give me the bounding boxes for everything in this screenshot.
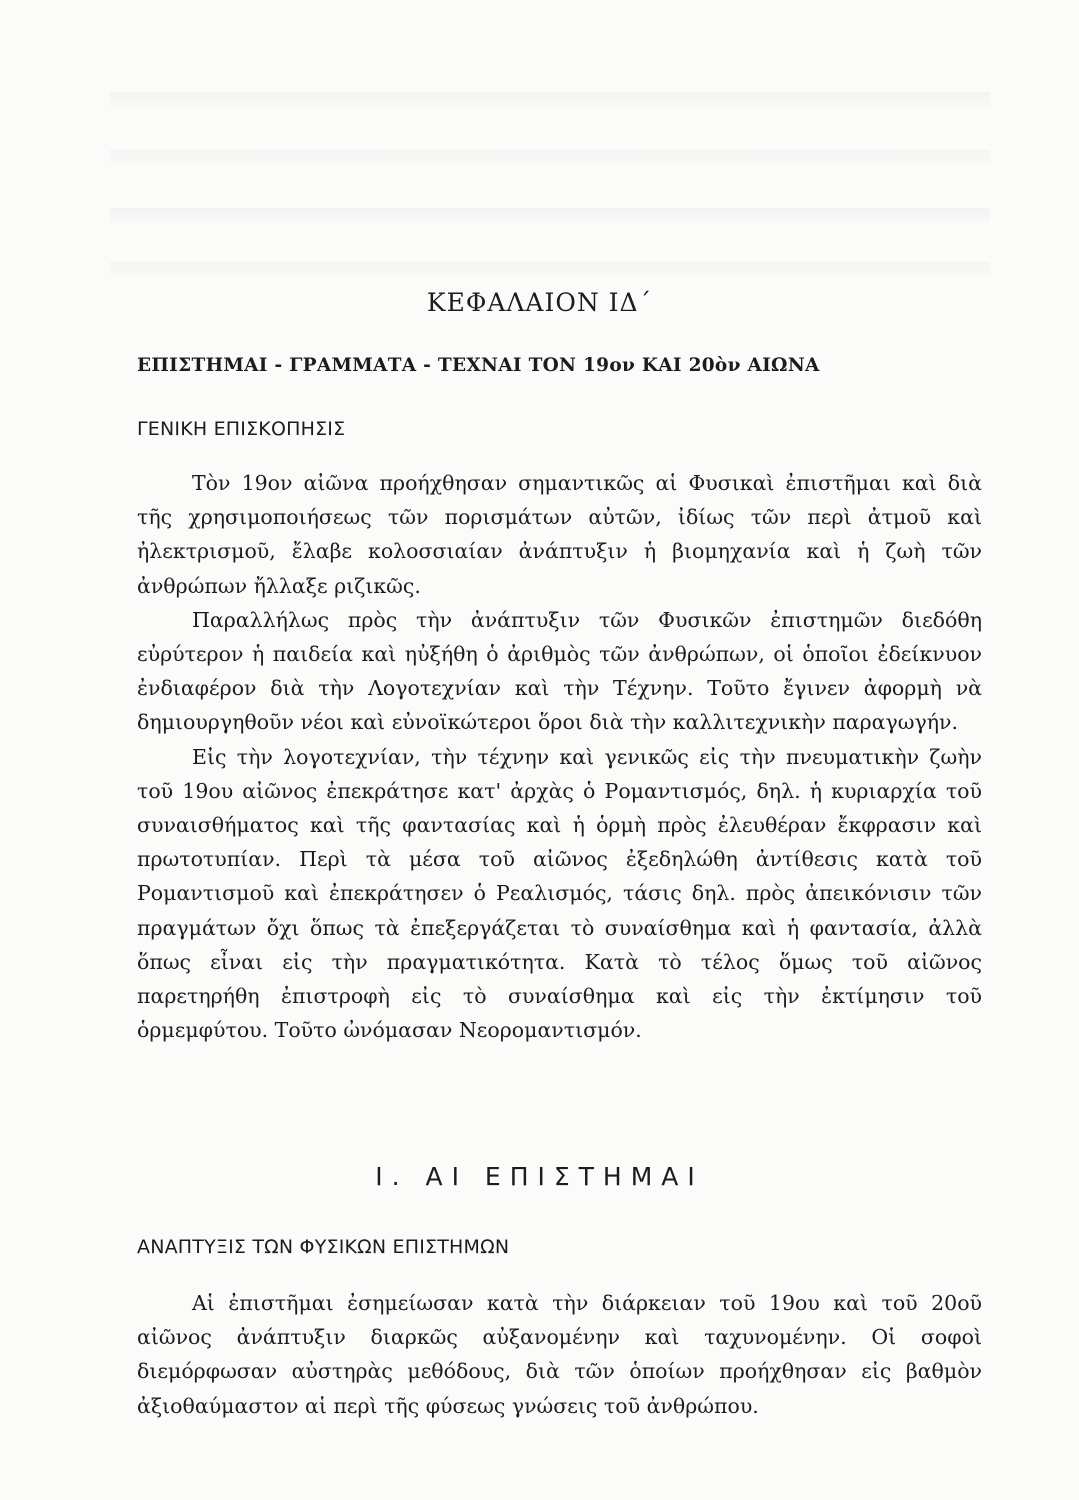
section-body (137, 1286, 982, 1423)
paragraph: Παραλλήλως πρὸς τὴν ἀνάπτυξιν τῶν Φυσικῶν ἐπιστημῶν διεδόθη εὐρύτερον ἡ παιδεία καὶ ηὐξήθη ὁ ἀριθμὸς τῶν ἀνθρώπων, οἱ ὁποῖοι ἐδείκνυον ἐνδιαφέρον διὰ τὴν Λογοτεχνίαν καὶ τὴν Τέχνην. Τοῦτο ἔγινεν ἀφορμὴ νὰ δημιουργηθοῦν νέοι καὶ εὐνοϊκώτεροι ὅροι διὰ τὴν καλλιτεχνικὴν παραγωγήν. (137, 607, 982, 735)
section-heading: Ι. ΑΙ ΕΠΙΣΤΗΜΑΙ (375, 1162, 704, 1191)
overview-body (137, 466, 982, 1047)
show-through-line (110, 262, 990, 276)
section-subheading: ΑΝΑΠΤΥΞΙΣ ΤΩΝ ΦΥΣΙΚΩΝ ΕΠΙΣΤΗΜΩΝ (137, 1236, 510, 1258)
show-through-line (110, 92, 990, 106)
paragraph: Εἰς τὴν λογοτεχνίαν, τὴν τέχνην καὶ γενικῶς εἰς τὴν πνευματικὴν ζωὴν τοῦ 19ου αἰῶνος ἐπεκράτησε κατ' ἀρχὰς ὁ Ρομαντισμός, δηλ. ἡ κυριαρχία τοῦ συναισθήματος καὶ τῆς φαντασίας καὶ ἡ ὁρμὴ πρὸς ἐλευθέραν ἔκφρασιν καὶ πρωτοτυπίαν. Περὶ τὰ μέσα τοῦ αἰῶνος ἐξεδηλώθη ἀντίθεσις κατὰ τοῦ Ρομαντισμοῦ καὶ ἐπεκράτησεν ὁ Ρεαλισμός, τάσις δηλ. πρὸς ἀπεικόνισιν τῶν πραγμάτων ὄχι ὅπως τὰ ἐπεξεργάζεται τὸ συναίσθημα καὶ ἡ φαντασία, ἀλλὰ ὅπως εἶναι εἰς τὴν πραγματικότητα. Κατὰ τὸ τέλος ὅμως τοῦ αἰῶνος παρετηρήθη ἐπιστροφὴ εἰς τὸ συναίσθημα καὶ εἰς τὴν ἐκτίμησιν τοῦ ὁρμεμφύτου. Τοῦτο ὠνόμασαν Νεορομαντισμόν. (137, 744, 982, 1043)
paragraph: Αἱ ἐπιστῆμαι ἐσημείωσαν κατὰ τὴν διάρκειαν τοῦ 19ου καὶ τοῦ 20οῦ αἰῶνος ἀνάπτυξιν διαρκῶς αὐξανομένην καὶ ταχυνομένην. Οἱ σοφοὶ διεμόρφωσαν αὐστηρὰς μεθόδους, διὰ τῶν ὁποίων προήχθησαν εἰς βαθμὸν ἀξιοθαύμαστον αἱ περὶ τῆς φύσεως γνώσεις τοῦ ἀνθρώπου. (137, 1291, 982, 1418)
overview-heading: ΓΕΝΙΚΗ ΕΠΙΣΚΟΠΗΣΙΣ (137, 418, 346, 440)
show-through-line (110, 150, 990, 164)
chapter-title: ΚΕΦΑΛΑΙΟΝ ΙΔ΄ (426, 288, 653, 317)
paragraph: Τὸν 19ον αἰῶνα προήχθησαν σημαντικῶς αἱ Φυσικαὶ ἐπιστῆμαι καὶ διὰ τῆς χρησιμοποιήσεως τῶν πορισμάτων αὐτῶν, ἰδίως τῶν περὶ ἀτμοῦ καὶ ἠλεκτρισμοῦ, ἔλαβε κολοσσιαίαν ἀνάπτυξιν ἡ βιομηχανία καὶ ἡ ζωὴ τῶν ἀνθρώπων ἤλλαξε ριζικῶς. (137, 471, 982, 598)
chapter-subtitle: ΕΠΙΣΤΗΜΑΙ - ΓΡΑΜΜΑΤΑ - ΤΕΧΝΑΙ ΤΟΝ 19ον ΚΑΙ 20ὸν ΑΙΩΝΑ (137, 355, 820, 376)
show-through-line (110, 208, 990, 222)
